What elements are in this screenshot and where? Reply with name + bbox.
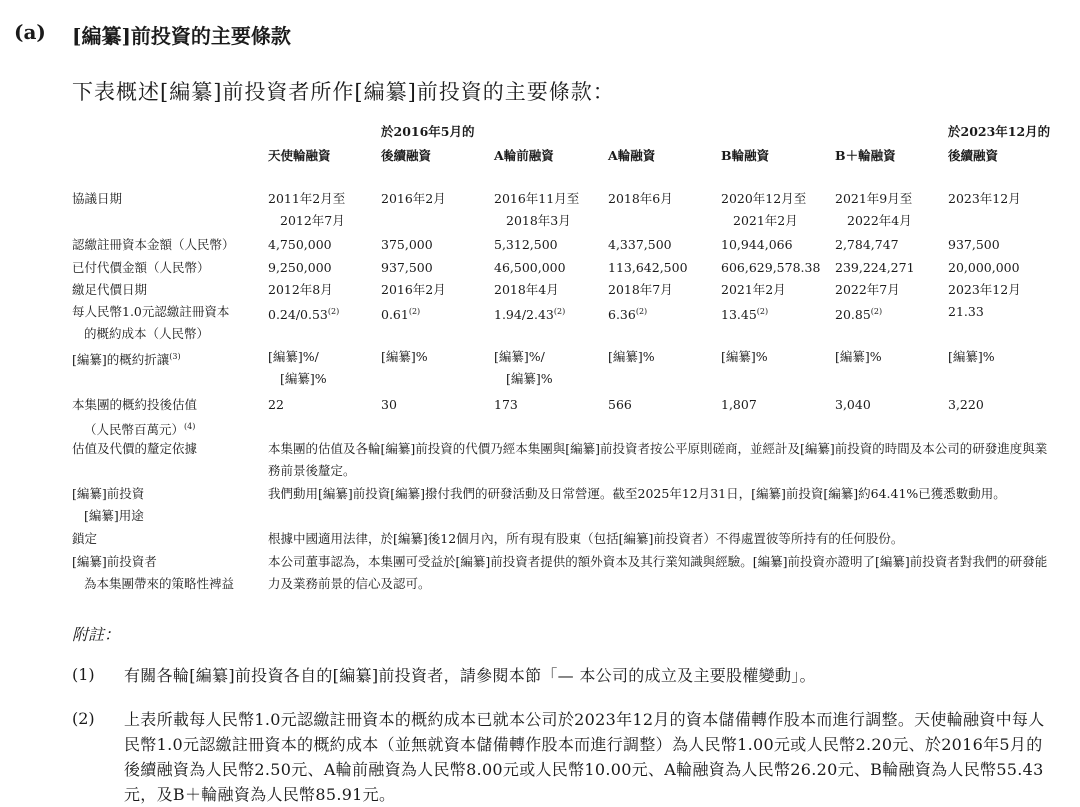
table-cell: 3,220 <box>948 397 984 412</box>
table-cell: 2016年2月 <box>381 191 446 206</box>
footnote-ref: (4) <box>184 422 196 431</box>
footnote-ref: (2) <box>635 307 648 316</box>
column-header: B＋輪融資 <box>835 148 896 163</box>
section-title: [編纂]前投資的主要條款 <box>72 24 291 48</box>
table-cell: 4,750,000 <box>268 237 332 252</box>
table-cell: 2021年2月 <box>721 282 786 297</box>
table-cell: 113,642,500 <box>608 260 688 275</box>
table-cell: 173 <box>494 397 518 412</box>
footnote-ref: (2) <box>408 307 421 316</box>
table-cell: 937,500 <box>381 260 433 275</box>
table-cell: 2022年7月 <box>835 282 900 297</box>
note-text: 有關各輪[編纂]前投資各自的[編纂]前投資者，請參閱本節「— 本公司的成立及主要股權變動」。 <box>124 666 816 685</box>
table-cell: 375,000 <box>381 237 433 252</box>
table-cell: 239,224,271 <box>835 260 915 275</box>
row-label: 繳足代價日期 <box>72 282 148 297</box>
row-label: [編纂]前投資者 <box>72 554 157 569</box>
table-cell: 6.36$^{(2)}$ <box>608 307 648 323</box>
table-cell: 566 <box>608 397 632 412</box>
table-cell: [編纂]% <box>506 371 553 386</box>
table-cell: 30 <box>381 397 397 412</box>
table-cell: 2018年7月 <box>608 282 673 297</box>
table-cell: 937,500 <box>948 237 1000 252</box>
table-cell: 2023年12月 <box>948 191 1021 206</box>
table-cell: 10,944,066 <box>721 237 793 252</box>
footnote-ref: (2) <box>756 307 769 316</box>
footnote-ref: (2) <box>870 307 883 316</box>
table-cell: [編纂]%/ <box>494 349 545 364</box>
column-header: 後續融資 <box>948 148 999 163</box>
note-number: (2) <box>72 709 95 728</box>
table-cell: 13.45$^{(2)}$ <box>721 307 769 323</box>
table-cell: 2012年8月 <box>268 282 333 297</box>
row-label: 每人民幣1.0元認繳註冊資本 <box>72 304 230 319</box>
column-header: 天使輪融資 <box>268 148 331 163</box>
table-cell: 2021年2月 <box>733 213 798 228</box>
row-label: 本集團的概約投後估值 <box>72 397 198 412</box>
note-text: 上表所載每人民幣1.0元認繳註冊資本的概約成本已就本公司於2023年12月的資本儲備轉作股本而進行調整。天使輪融資中每人民幣1.0元認繳註冊資本的概約成本（並無就資本儲備轉作股本而進行調整）為人民幣1.00元或人民幣2.20元、於2016年5月的後續融資為人民幣2.50元、A輪前融資為人民幣8.00元或人民幣10.00元、A輪融資為人民幣26.20元、B輪融資為人民幣55.43元，及B＋輪融資為人民幣85.91元。 <box>124 710 1045 804</box>
row-label: 協議日期 <box>72 191 123 206</box>
table-cell: 0.24/0.53$^{(2)}$ <box>268 307 340 323</box>
row-label: 已付代價金額（人民幣） <box>72 260 210 275</box>
row-label: （人民幣百萬元）$^{(4)}$ <box>84 422 196 438</box>
row-description: 根據中國適用法律，於[編纂]後12個月內，所有現有股東（包括[編纂]前投資者）不得處置彼等所持有的任何股份。 <box>268 531 904 546</box>
table-cell: 606,629,578.38 <box>721 260 821 275</box>
table-cell: 2018年4月 <box>494 282 559 297</box>
column-header-top: 於2016年5月的 <box>381 124 475 139</box>
table-cell: 0.61$^{(2)}$ <box>381 307 421 323</box>
row-label: [編纂]用途 <box>84 508 144 523</box>
column-header-top: 於2023年12月的 <box>948 124 1051 139</box>
row-description: 本公司董事認為，本集團可受益於[編纂]前投資者提供的額外資本及其行業知識與經驗。[編纂]前投資亦證明了[編纂]前投資者對我們的研發能力及業務前景的信心及認可。 <box>268 554 1048 591</box>
table-cell: 2020年12月至 <box>721 191 807 206</box>
table-cell: [編纂]% <box>721 349 768 364</box>
notes-heading: 附註： <box>72 625 121 644</box>
table-cell: 20.85$^{(2)}$ <box>835 307 883 323</box>
table-cell: [編纂]% <box>835 349 882 364</box>
table-cell: 22 <box>268 397 284 412</box>
footnote-ref: (2) <box>553 307 566 316</box>
column-header: B輪融資 <box>721 148 770 163</box>
table-cell: 1,807 <box>721 397 757 412</box>
table-cell: 20,000,000 <box>948 260 1020 275</box>
row-label: 為本集團帶來的策略性裨益 <box>84 576 235 591</box>
table-cell: [編纂]% <box>608 349 655 364</box>
table-cell: [編纂]% <box>381 349 428 364</box>
table-cell: 3,040 <box>835 397 871 412</box>
row-label: 估值及代價的釐定依據 <box>72 441 198 456</box>
row-description: 本集團的估值及各輪[編纂]前投資的代價乃經本集團與[編纂]前投資者按公平原則磋商，並經計及[編纂]前投資的時間及本公司的研發進度與業務前景後釐定。 <box>268 441 1048 478</box>
table-cell: [編纂]% <box>948 349 995 364</box>
table-cell: 5,312,500 <box>494 237 558 252</box>
row-label: [編纂]的概約折讓$^{(3)}$ <box>72 352 181 368</box>
row-label: 的概約成本（人民幣） <box>84 326 210 341</box>
row-label: [編纂]前投資 <box>72 486 145 501</box>
footnote-ref: (3) <box>169 352 181 361</box>
row-label: 認繳註冊資本金額（人民幣） <box>72 237 235 252</box>
table-cell: 2011年2月至 <box>268 191 346 206</box>
column-header: A輪前融資 <box>494 148 554 163</box>
table-cell: 46,500,000 <box>494 260 566 275</box>
row-label: 鎖定 <box>72 531 98 546</box>
table-cell: 2018年3月 <box>506 213 571 228</box>
table-cell: 4,337,500 <box>608 237 672 252</box>
table-cell: [編纂]%/ <box>268 349 319 364</box>
table-cell: 2,784,747 <box>835 237 899 252</box>
table-cell: 2018年6月 <box>608 191 673 206</box>
table-cell: 1.94/2.43$^{(2)}$ <box>494 307 566 323</box>
section-label: (a) <box>14 20 46 44</box>
table-cell: 2021年9月至 <box>835 191 913 206</box>
table-cell: 9,250,000 <box>268 260 332 275</box>
column-header: A輪融資 <box>608 148 656 163</box>
table-cell: [編纂]% <box>280 371 327 386</box>
footnote-ref: (2) <box>327 307 340 316</box>
column-header: 後續融資 <box>381 148 432 163</box>
table-cell: 2022年4月 <box>847 213 912 228</box>
table-cell: 2023年12月 <box>948 282 1021 297</box>
table-cell: 21.33 <box>948 304 984 319</box>
table-cell: 2012年7月 <box>280 213 345 228</box>
row-description: 我們動用[編纂]前投資[編纂]撥付我們的研發活動及日常營運。截至2025年12月31日，[編纂]前投資[編纂]約64.41%已獲悉數動用。 <box>268 486 1006 501</box>
table-cell: 2016年11月至 <box>494 191 580 206</box>
intro-text: 下表概述[編纂]前投資者所作[編纂]前投資的主要條款： <box>72 80 615 104</box>
note-number: (1) <box>72 665 95 684</box>
table-cell: 2016年2月 <box>381 282 446 297</box>
